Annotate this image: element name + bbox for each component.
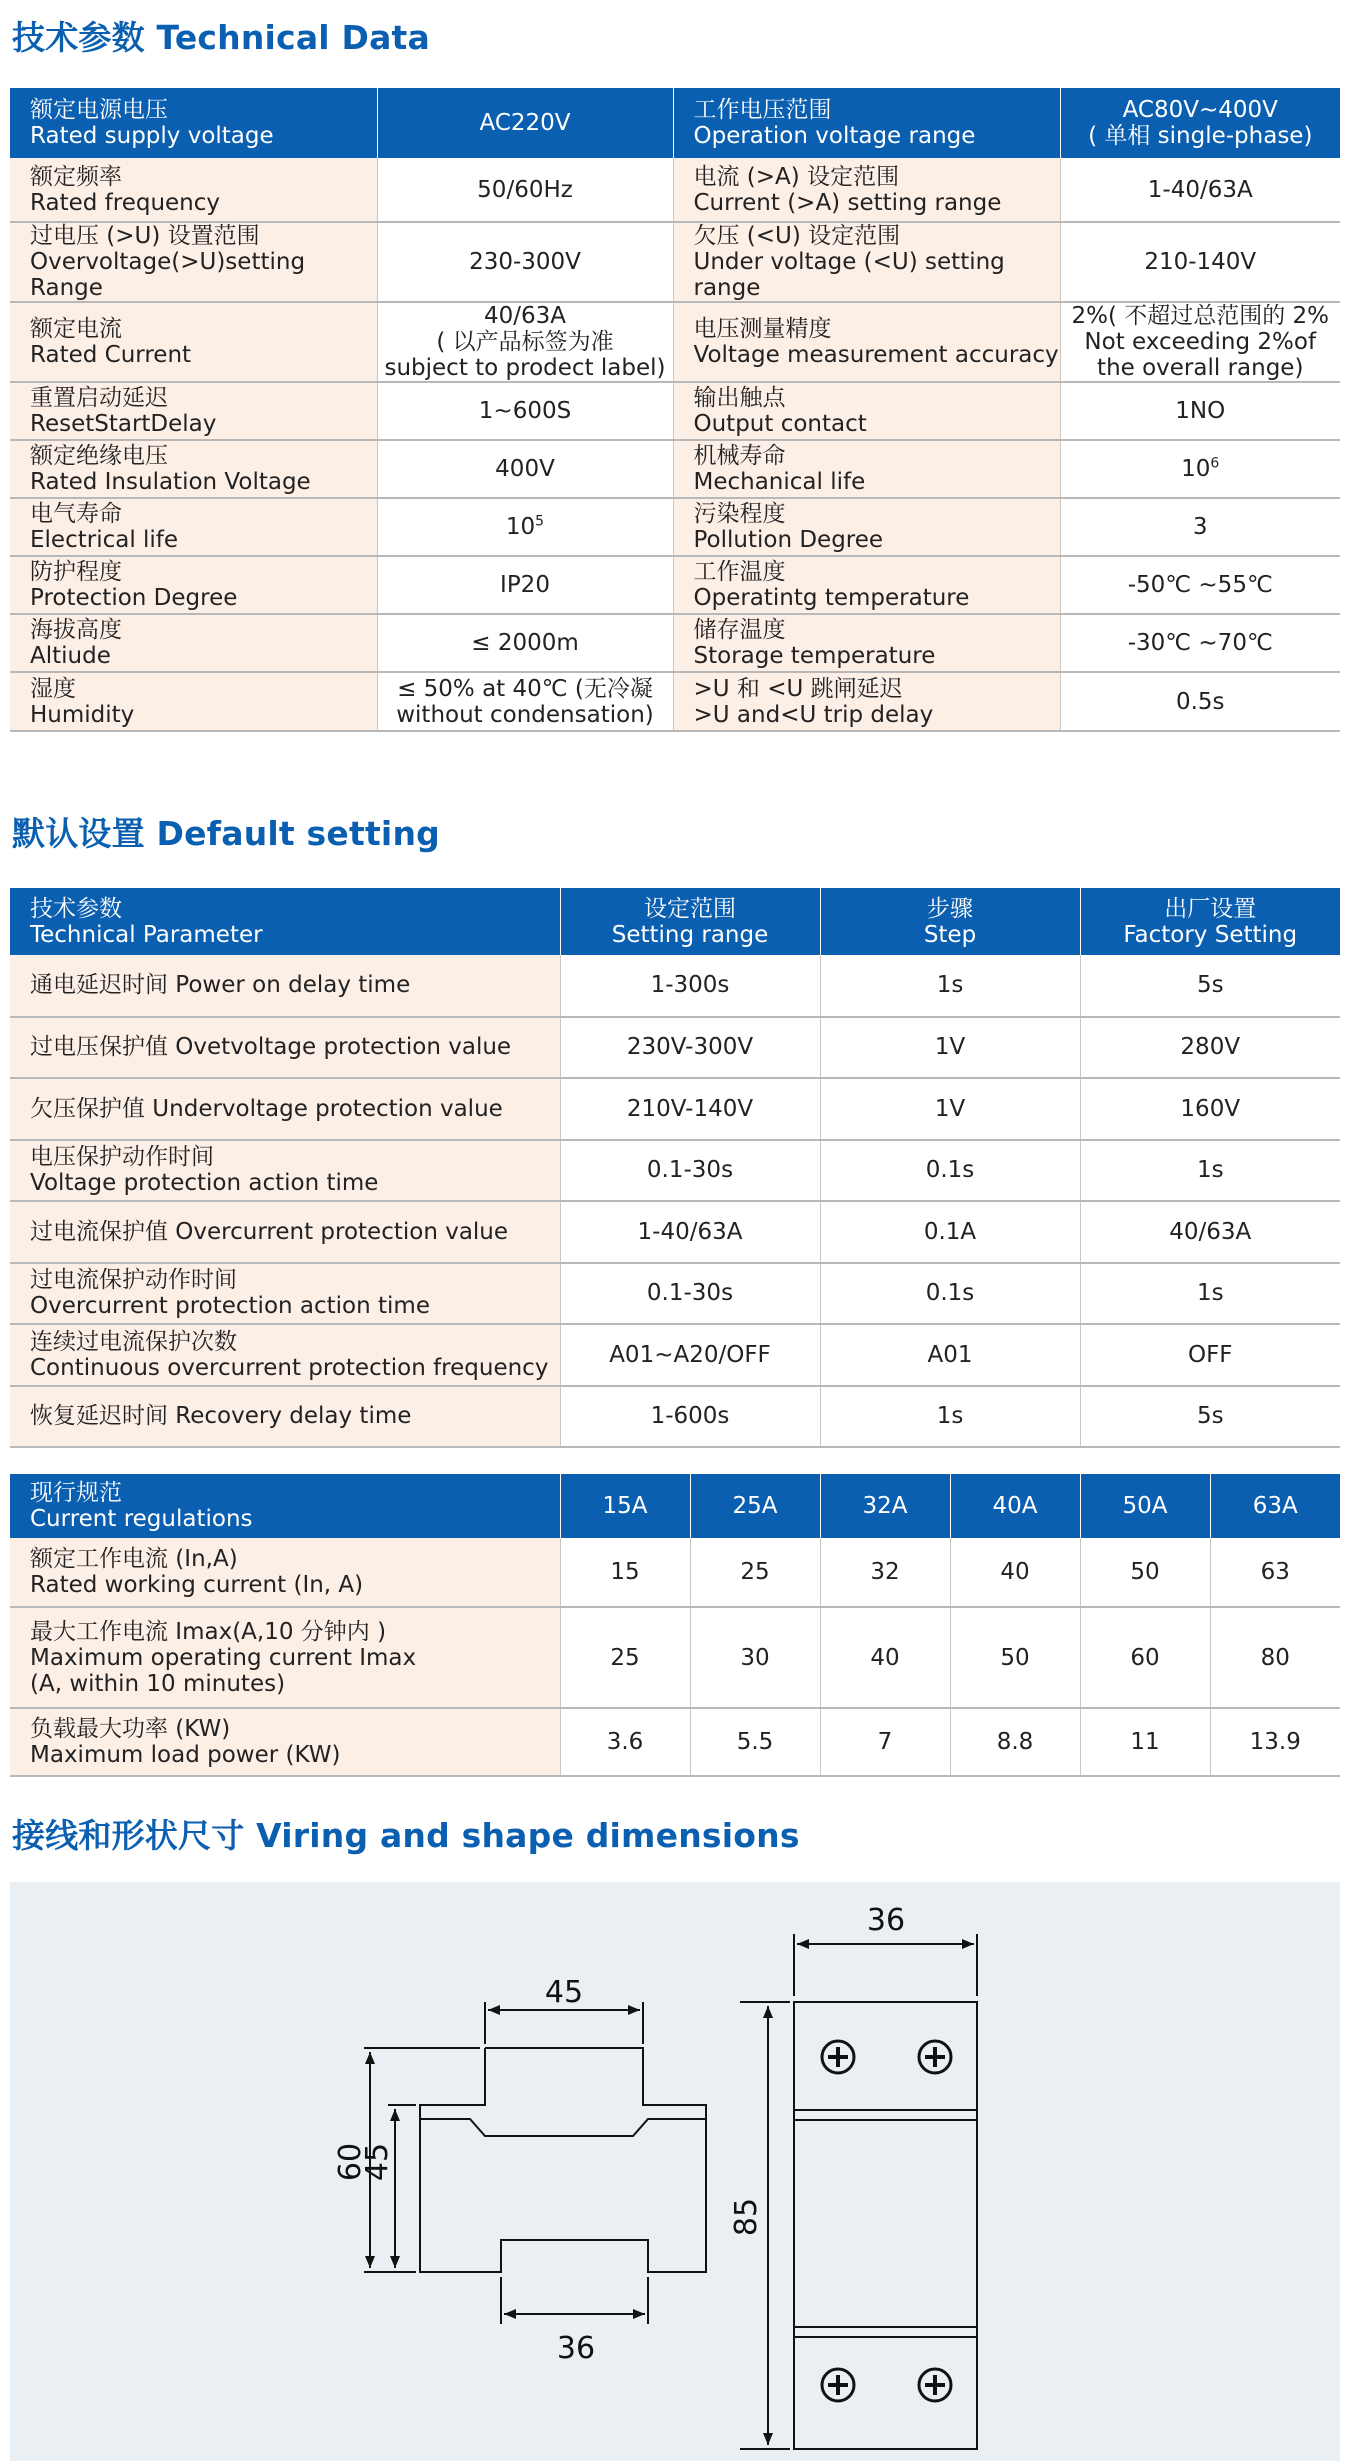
cell-line: 电压保护动作时间: [30, 1144, 214, 1171]
table-row: [10, 614, 1340, 672]
default-setting-header: [10, 888, 1340, 955]
cell-line: Rated frequency: [30, 189, 221, 216]
cell-line: Under voltage (<U) setting range: [693, 249, 1005, 301]
cell-line: Continuous overcurrent protection frequency: [30, 1354, 549, 1381]
cell-line: AC80V~400V: [1122, 97, 1278, 123]
dim-side-top-45: 45: [544, 1975, 584, 2010]
table-row: [10, 1078, 1340, 1140]
parameter-label: [673, 614, 1060, 672]
cell-line: subject to prodect label): [384, 355, 666, 381]
table-row: [10, 1607, 1340, 1708]
rating-value: 50: [950, 1607, 1080, 1708]
cell-line: Current (>A) setting range: [693, 189, 1002, 216]
cell-line: 1NO: [1175, 398, 1226, 424]
parameter-value: [377, 158, 673, 222]
cell-line: 电气寿命: [30, 501, 122, 527]
parameter-value: [1060, 672, 1340, 731]
parameter-label: [10, 1140, 560, 1202]
setting-factory: 40/63A: [1080, 1201, 1340, 1263]
parameter-value: [377, 222, 673, 302]
rating-value: 30: [690, 1607, 820, 1708]
parameter-label: [673, 222, 1060, 302]
parameter-label: [10, 440, 377, 498]
header-cell: [820, 888, 1080, 955]
section-title-technical: 技术参数 Technical Data: [12, 18, 430, 57]
setting-step: 0.1s: [820, 1140, 1080, 1202]
cell-line: 过电压 (>U) 设置范围: [30, 223, 260, 249]
parameter-label: [673, 382, 1060, 440]
screw-icon: [919, 2041, 951, 2073]
header-cell: [560, 888, 820, 955]
setting-step: 1V: [820, 1078, 1080, 1140]
setting-range: 210V-140V: [560, 1078, 820, 1140]
cell-line: Maximum operating current Imax: [30, 1644, 417, 1671]
setting-step: 1s: [820, 1386, 1080, 1448]
header-cell-c1: [10, 88, 377, 158]
technical-data-table: [10, 88, 1340, 732]
table-row: [10, 556, 1340, 614]
table-row: [10, 440, 1340, 498]
header-cell-rating: 25A: [690, 1474, 820, 1538]
parameter-label: [673, 302, 1060, 382]
cell-line: 恢复延迟时间 Recovery delay time: [30, 1403, 412, 1430]
rating-value: 25: [690, 1538, 820, 1607]
dimension-drawing-svg: [10, 1882, 1340, 2461]
cell-line: 湿度: [30, 675, 76, 702]
parameter-value: [377, 440, 673, 498]
screw-icon: [822, 2369, 854, 2401]
parameter-value: [1060, 382, 1340, 440]
parameter-label: [10, 498, 377, 556]
cell-line: 额定频率: [30, 163, 122, 190]
rating-value: 40: [950, 1538, 1080, 1607]
parameter-label: [10, 1078, 560, 1140]
rating-value: 50: [1080, 1538, 1210, 1607]
table-row: [10, 1263, 1340, 1325]
table-row: [10, 1017, 1340, 1079]
table-row: [10, 1386, 1340, 1448]
cell-line: 输出触点: [693, 385, 786, 411]
cell-line: 过电压保护值 Ovetvoltage protection value: [30, 1034, 512, 1061]
cell-line: Protection Degree: [30, 585, 238, 611]
parameter-value: [377, 498, 673, 556]
parameter-value: [1060, 158, 1340, 222]
cell-line: 1~600S: [478, 398, 572, 424]
cell-line: Output contact: [693, 411, 867, 437]
section-title-wiring: 接线和形状尺寸 Viring and shape dimensions: [12, 1816, 800, 1855]
cell-line: 额定工作电流 (In,A): [30, 1546, 238, 1572]
header-cell: [10, 1474, 560, 1538]
cell-line: Maximum load power (KW): [30, 1742, 341, 1768]
cell-line: >U 和 <U 跳闸延迟: [693, 675, 903, 702]
parameter-label: [10, 614, 377, 672]
parameter-value: [377, 302, 673, 382]
parameter-label: [10, 382, 377, 440]
setting-factory: OFF: [1080, 1324, 1340, 1386]
cell-line: -50℃ ~55℃: [1127, 572, 1273, 598]
cell-line: 工作电压范围: [693, 97, 832, 123]
cell-line: ResetStartDelay: [30, 411, 217, 437]
header-cell-c3: [673, 88, 1060, 158]
table-row: [10, 1140, 1340, 1202]
section-title-default: 默认设置 Default setting: [12, 814, 440, 853]
cell-line: 0.5s: [1175, 688, 1225, 715]
table-row: [10, 1538, 1340, 1607]
dim-side-bottom-36: 36: [556, 2331, 596, 2366]
rating-value: 63: [1210, 1538, 1340, 1607]
parameter-label: [10, 1607, 560, 1708]
cell-line: 过电流保护值 Overcurrent protection value: [30, 1218, 509, 1245]
parameter-label: [673, 672, 1060, 731]
parameter-label: [10, 672, 377, 731]
cell-line: -30℃ ~70℃: [1127, 630, 1273, 656]
setting-range: A01~A20/OFF: [560, 1324, 820, 1386]
header-cell-rating: 40A: [950, 1474, 1080, 1538]
cell-line: 污染程度: [693, 501, 786, 527]
cell-line: Electrical life: [30, 527, 179, 553]
rating-value: 40: [820, 1607, 950, 1708]
cell-line: 210-140V: [1144, 249, 1257, 275]
setting-step: 0.1s: [820, 1263, 1080, 1325]
cell-line: 设定范围: [644, 895, 736, 922]
cell-line: 欠压 (<U) 设定范围: [693, 223, 901, 249]
cell-line: 防护程度: [30, 559, 122, 585]
setting-factory: 160V: [1080, 1078, 1340, 1140]
current-regulations-table: [10, 1474, 1340, 1777]
cell-line: $10^5$: [505, 513, 545, 540]
setting-factory: 1s: [1080, 1140, 1340, 1202]
cell-line: Overcurrent protection action time: [30, 1293, 430, 1320]
parameter-label: [10, 1017, 560, 1079]
rating-value: 5.5: [690, 1708, 820, 1776]
cell-line: Rated supply voltage: [30, 123, 274, 149]
cell-line: 额定电流: [30, 316, 122, 342]
parameter-label: [10, 302, 377, 382]
setting-factory: 5s: [1080, 1386, 1340, 1448]
cell-line: ≤ 2000m: [471, 630, 579, 656]
setting-range: 230V-300V: [560, 1017, 820, 1079]
superscript: 6: [1210, 455, 1220, 472]
parameter-label: [673, 158, 1060, 222]
table-row: [10, 1201, 1340, 1263]
parameter-label: [10, 1538, 560, 1607]
cell-line: 50/60Hz: [477, 176, 573, 203]
table-row: [10, 302, 1340, 382]
table-row: [10, 222, 1340, 302]
cell-line: Operatintg temperature: [693, 585, 970, 611]
cell-line: Setting range: [611, 921, 769, 948]
current-regulations-header: [10, 1474, 1340, 1538]
table-row: [10, 1324, 1340, 1386]
cell-line: >U and<U trip delay: [693, 701, 934, 728]
cell-line: 连续过电流保护次数: [30, 1328, 237, 1355]
screw-icon: [822, 2041, 854, 2073]
cell-line: 额定电源电压: [30, 97, 168, 123]
setting-range: 0.1-30s: [560, 1263, 820, 1325]
technical-data-header: [10, 88, 1340, 158]
parameter-label: [10, 1708, 560, 1776]
parameter-value: [1060, 222, 1340, 302]
cell-line: Mechanical life: [693, 469, 866, 495]
cell-line: (A, within 10 minutes): [30, 1670, 286, 1697]
screw-icon: [919, 2369, 951, 2401]
cell-line: Voltage measurement accuracy: [693, 342, 1059, 368]
setting-range: 1-40/63A: [560, 1201, 820, 1263]
table-row: [10, 955, 1340, 1017]
header-cell-c4: [1060, 88, 1340, 158]
side-view-outline: [420, 2048, 706, 2272]
cell-line: Altiude: [30, 643, 111, 669]
cell-line: 出厂设置: [1164, 895, 1257, 922]
cell-line: 电流 (>A) 设定范围: [693, 163, 900, 190]
table-row: [10, 158, 1340, 222]
parameter-value: [1060, 440, 1340, 498]
cell-line: 过电流保护动作时间: [30, 1267, 237, 1294]
rating-value: 32: [820, 1538, 950, 1607]
cell-line: Step: [923, 921, 977, 948]
rating-value: 25: [560, 1607, 690, 1708]
dimension-drawing: [10, 1882, 1340, 2461]
rating-value: 11: [1080, 1708, 1210, 1776]
cell-line: Operation voltage range: [693, 123, 976, 149]
cell-line: 1-40/63A: [1147, 176, 1253, 203]
rating-value: 8.8: [950, 1708, 1080, 1776]
cell-line: 230-300V: [469, 249, 581, 275]
header-cell: [1080, 888, 1340, 955]
rating-value: 7: [820, 1708, 950, 1776]
parameter-label: [10, 955, 560, 1017]
cell-line: 工作温度: [693, 559, 786, 585]
cell-line: 机械寿命: [693, 443, 786, 469]
cell-line: Rated working current (In, A): [30, 1572, 364, 1598]
cell-line: Factory Setting: [1123, 921, 1298, 948]
cell-line: Pollution Degree: [693, 527, 884, 553]
superscript: 5: [535, 513, 545, 530]
cell-line: Technical Parameter: [30, 921, 263, 948]
cell-line: 储存温度: [693, 617, 786, 643]
rating-value: 3.6: [560, 1708, 690, 1776]
cell-line: ( 单相 single-phase): [1088, 123, 1313, 149]
table-row: [10, 382, 1340, 440]
cell-line: Overvoltage(>U)setting Range: [30, 249, 306, 301]
header-cell-c2: AC220V: [377, 88, 673, 158]
parameter-value: [1060, 614, 1340, 672]
parameter-label: [10, 556, 377, 614]
parameter-label: [10, 1386, 560, 1448]
header-cell-rating: 63A: [1210, 1474, 1340, 1538]
cell-line: 3: [1192, 514, 1208, 540]
dim-front-width-36: 36: [866, 1903, 906, 1938]
parameter-label: [10, 158, 377, 222]
cell-line: 400V: [495, 456, 555, 482]
dim-side-height-60: 60: [333, 2142, 368, 2182]
cell-line: without condensation): [396, 701, 654, 728]
parameter-label: [10, 222, 377, 302]
table-row: [10, 1708, 1340, 1776]
cell-line: Current regulations: [30, 1506, 253, 1532]
parameter-value: [1060, 302, 1340, 382]
table-row: [10, 672, 1340, 731]
cell-line: 40/63A: [483, 303, 567, 329]
cell-line: Voltage protection action time: [30, 1170, 379, 1197]
rating-value: 15: [560, 1538, 690, 1607]
cell-line: 现行规范: [30, 1480, 122, 1506]
cell-line: 技术参数: [30, 895, 122, 922]
cell-line: 欠压保护值 Undervoltage protection value: [30, 1095, 503, 1122]
parameter-value: [1060, 556, 1340, 614]
parameter-value: [377, 556, 673, 614]
cell-line: 通电延迟时间 Power on delay time: [30, 972, 411, 999]
cell-line: 电压测量精度: [693, 316, 832, 342]
rating-value: 60: [1080, 1607, 1210, 1708]
parameter-label: [673, 498, 1060, 556]
dim-side-inner-45: 45: [360, 2142, 395, 2182]
cell-line: $10^6$: [1181, 455, 1220, 482]
parameter-label: [10, 1263, 560, 1325]
setting-range: 1-600s: [560, 1386, 820, 1448]
cell-line: ≤ 50% at 40℃ (无冷凝: [397, 675, 653, 702]
rating-value: 13.9: [1210, 1708, 1340, 1776]
cell-line: Humidity: [30, 701, 135, 728]
cell-line: Rated Current: [30, 342, 192, 368]
header-cell: [10, 888, 560, 955]
cell-line: Rated Insulation Voltage: [30, 469, 311, 495]
cell-line: the overall range): [1097, 355, 1304, 381]
setting-factory: 280V: [1080, 1017, 1340, 1079]
parameter-label: [673, 556, 1060, 614]
setting-range: 0.1-30s: [560, 1140, 820, 1202]
parameter-value: [377, 672, 673, 731]
parameter-label: [10, 1201, 560, 1263]
dim-front-height-85: 85: [729, 2197, 764, 2237]
setting-factory: 1s: [1080, 1263, 1340, 1325]
setting-step: 1s: [820, 955, 1080, 1017]
cell-line: 海拔高度: [30, 617, 122, 643]
table-row: [10, 498, 1340, 556]
header-cell-rating: 50A: [1080, 1474, 1210, 1538]
default-setting-table: [10, 888, 1340, 1448]
rating-value: 80: [1210, 1607, 1340, 1708]
cell-line: Not exceeding 2%of: [1084, 329, 1317, 355]
parameter-value: [377, 382, 673, 440]
cell-line: IP20: [500, 572, 550, 598]
setting-step: 0.1A: [820, 1201, 1080, 1263]
cell-line: 额定绝缘电压: [30, 443, 168, 469]
side-view-rail: [420, 2119, 706, 2136]
cell-line: 步骤: [927, 895, 973, 922]
header-cell-rating: 15A: [560, 1474, 690, 1538]
parameter-value: [377, 614, 673, 672]
cell-line: 2%( 不超过总范围的 2%: [1071, 303, 1330, 329]
header-cell-rating: 32A: [820, 1474, 950, 1538]
setting-range: 1-300s: [560, 955, 820, 1017]
setting-step: 1V: [820, 1017, 1080, 1079]
cell-line: Storage temperature: [693, 643, 936, 669]
cell-line: 最大工作电流 Imax(A,10 分钟内 ): [30, 1618, 387, 1645]
cell-line: 负载最大功率 (KW): [30, 1716, 231, 1742]
setting-factory: 5s: [1080, 955, 1340, 1017]
parameter-value: [1060, 498, 1340, 556]
parameter-label: [10, 1324, 560, 1386]
parameter-label: [673, 440, 1060, 498]
cell-line: ( 以产品标签为准: [436, 329, 614, 355]
setting-step: A01: [820, 1324, 1080, 1386]
cell-line: 重置启动延迟: [30, 385, 168, 411]
